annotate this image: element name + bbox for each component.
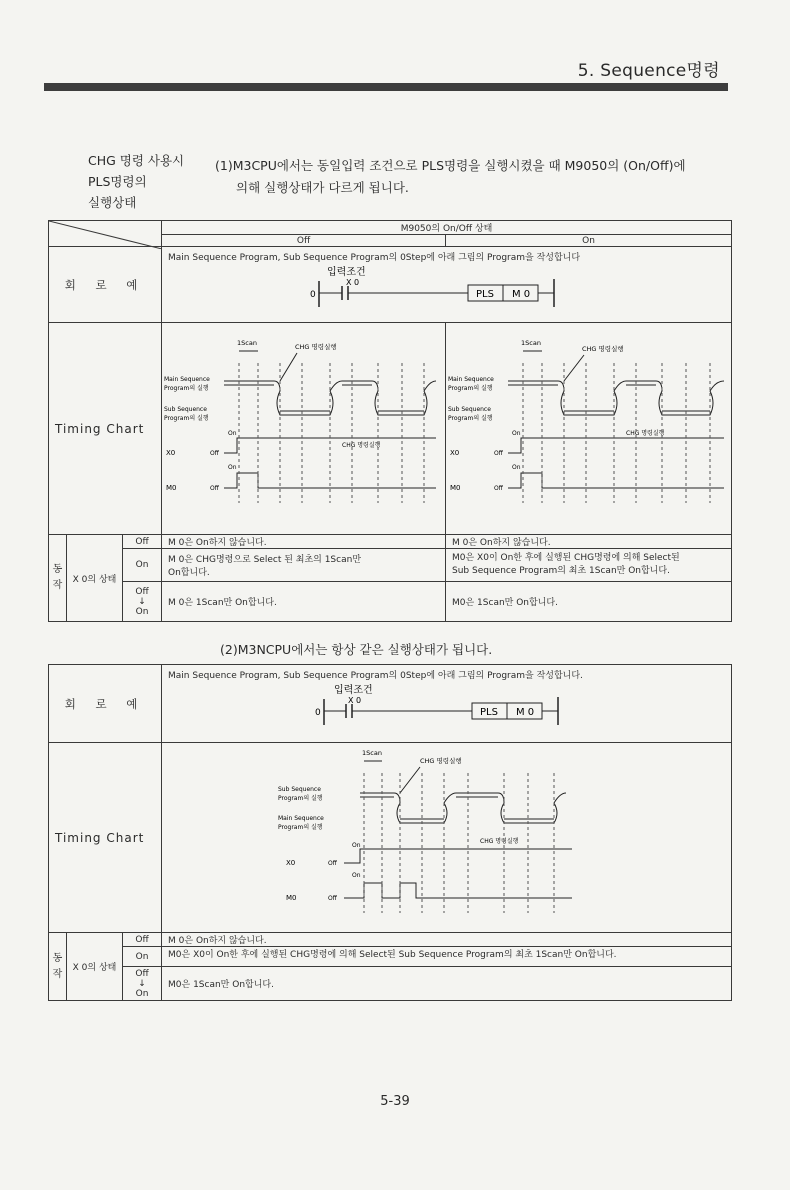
chg-exec-label: CHG 명령실행 [626,430,665,437]
off-mode-x0-offon-text: M 0은 1Scan만 On합니다. [162,582,446,622]
m0-signal [344,883,572,898]
ladder-condition-label: 입력조건 [327,267,366,278]
on-mode-x0-offon-text: M0은 1Scan만 On합니다. [446,582,732,622]
state-off-to-on-line: ↓ [138,978,146,989]
circuit-row-label: 회 로 예 [49,665,162,743]
state-off-to-on [123,967,162,1001]
pls-device: M 0 [516,707,535,718]
state-off-to-on-line: On [135,988,149,999]
main-seq-label: Main Sequence [164,376,210,383]
m0-signal [508,473,724,488]
circuit-row-label: 회 로 예 [49,247,162,323]
x0-off-label: Off [328,860,337,867]
state-off-to-on-line: Off [135,968,149,979]
on-mode-x0-on-text: M0은 X0이 On한 후에 실행된 CHG명령에 의해 Select된 [452,553,680,563]
timing-chart-m3ncpu [162,743,730,929]
x0-signal [508,438,724,453]
m0-off-label: Off [494,485,503,492]
timing-cell-on [446,323,732,535]
m0-on-label: On [352,872,361,879]
x0-on-label: On [512,430,521,437]
chapter-title: 5. Sequence명령 [577,61,720,81]
section2-intro: (2)M3NCPU에서는 항상 같은 실행상태가 됩니다. [220,642,493,657]
chg-arrow [564,355,584,381]
chg-exec-label: CHG 명령실행 [295,343,337,351]
timing-cell-off [162,323,446,535]
x0-label: X0 [286,859,296,867]
timing-row-label: Timing Chart [49,743,162,933]
m3cpu-table [48,220,732,622]
main-seq-label: Main Sequence [448,376,494,383]
timing-chart-m9050-on [446,323,732,531]
off-mode-x0-on-text: On합니다. [168,568,210,578]
on-mode-x0-off-text: M 0은 On하지 않습니다. [446,535,732,549]
state-off-to-on [123,582,162,622]
on-mode-x0-on-text: Sub Sequence Program의 최초 1Scan만 On합니다. [452,566,670,576]
action-label-char: 작 [52,580,63,591]
sequence-trace [224,385,424,411]
corner-diagonal [49,221,162,249]
main-seq-label: Program의 실행 [164,385,209,392]
circuit-note: Main Sequence Program, Sub Sequence Program의 0Step에 아래 그림의 Program을 작성합니다 [168,253,581,263]
m0-label: M0 [450,484,461,492]
x0-on-label: On [228,430,237,437]
sub-seq-label: Program의 실행 [164,415,209,422]
sequence-trace [508,385,710,411]
x0-off-label: Off [494,450,503,457]
sub-seq-label: Program의 실행 [278,795,323,802]
chg-exec-label: CHG 명령실행 [480,838,519,845]
sub-seq-label: Sub Sequence [164,406,207,413]
main-seq-label: Program의 실행 [448,385,493,392]
x0-state-label: X 0의 상태 [67,535,123,622]
x0-off-text: M 0은 On하지 않습니다. [162,933,732,947]
section1-intro-line2: 의해 실행상태가 다르게 됩니다. [236,180,409,195]
ladder-diagram [162,681,730,739]
col-off-header: Off [162,235,446,247]
main-seq-label: Main Sequence [278,815,324,822]
side-heading [88,150,184,213]
m0-off-label: Off [328,895,337,902]
ladder-step: 0 [310,290,316,300]
sequence-trace [360,797,554,819]
sequence-trace [224,381,436,415]
scan-gridlines [523,363,710,503]
pls-device: M 0 [512,289,531,300]
timing-chart-m9050-off [162,323,446,531]
timing-cell [162,743,732,933]
action-label-char: 작 [52,968,63,980]
m3ncpu-table [48,664,732,1001]
scan-gridlines [239,363,424,503]
off-mode-x0-off-text: M 0은 On하지 않습니다. [162,535,446,549]
m0-label: M0 [166,484,177,492]
state-off: Off [123,933,162,947]
main-seq-label: Program의 실행 [278,824,323,831]
page-number: 5-39 [380,1094,410,1109]
circuit-note: Main Sequence Program, Sub Sequence Program의 0Step에 아래 그림의 Program을 작성합니다. [168,671,583,681]
m0-label: M0 [286,894,297,902]
state-on: On [123,947,162,967]
x0-signal [224,438,436,453]
x0-signal [344,849,572,863]
circuit-cell [162,665,732,743]
corner-cell [49,221,162,247]
scan-label: 1Scan [521,339,541,347]
scan-label: 1Scan [362,749,382,757]
pls-instruction: PLS [476,289,494,300]
side-heading-line: 실행상태 [88,195,137,210]
col-on-header: On [446,235,732,247]
action-row-label [49,933,67,1001]
scan-gridlines [364,773,554,913]
on-mode-x0-on-cell [446,549,732,582]
ladder-contact-label: X 0 [348,696,362,705]
off-mode-x0-on-cell [162,549,446,582]
x0-label: X0 [450,449,460,457]
chg-arrow [400,767,420,793]
pls-instruction: PLS [480,707,498,718]
m0-on-label: On [228,464,237,471]
ladder-condition-label: 입력조건 [334,685,373,696]
chg-arrow [280,353,297,381]
chg-exec-label: CHG 명령실행 [342,442,381,449]
sub-seq-label: Sub Sequence [448,406,491,413]
side-heading-line: CHG 명령 사용시 [88,153,185,168]
x0-off-label: Off [210,450,219,457]
header-rule [44,83,728,91]
x0-on-label: On [352,842,361,849]
state-off-to-on-line: ↓ [138,596,146,607]
timing-row-label: Timing Chart [49,323,162,535]
x0-offon-text: M0은 1Scan만 On합니다. [162,967,732,1001]
x0-on-text: M0은 X0이 On한 후에 실행된 CHG명령에 의해 Select된 Sub Sequence Program의 최초 1Scan만 On합니다. [162,947,732,967]
x0-state-label: X 0의 상태 [67,933,123,1001]
off-mode-x0-on-text: M 0은 CHG명령으로 Select 된 최초의 1Scan만 [168,555,362,565]
sub-seq-label: Program의 실행 [448,415,493,422]
sub-seq-label: Sub Sequence [278,786,321,793]
state-off-to-on-line: On [135,606,149,617]
ladder-contact-label: X 0 [346,278,360,287]
m0-off-label: Off [210,485,219,492]
state-off-to-on-line: Off [135,586,149,597]
chg-exec-label: CHG 명령실행 [420,757,462,765]
ladder-step: 0 [315,708,321,718]
action-row-label [49,535,67,622]
state-on: On [123,549,162,582]
action-label-char: 동 [52,952,63,964]
ladder-diagram [162,263,730,319]
sequence-trace [508,381,724,415]
chg-exec-label: CHG 명령실행 [582,345,624,353]
m0-on-label: On [512,464,521,471]
state-off: Off [123,535,162,549]
m9050-header: M9050의 On/Off 상태 [162,221,732,235]
circuit-cell [162,247,732,323]
section1-intro-line1: (1)M3CPU에서는 동일입력 조건으로 PLS명령을 실행시켰을 때 M9050의 (On/Off)에 [215,158,686,173]
action-label-char: 동 [52,564,63,575]
side-heading-line: PLS명령의 [88,174,147,189]
x0-label: X0 [166,449,176,457]
scan-label: 1Scan [237,339,257,347]
